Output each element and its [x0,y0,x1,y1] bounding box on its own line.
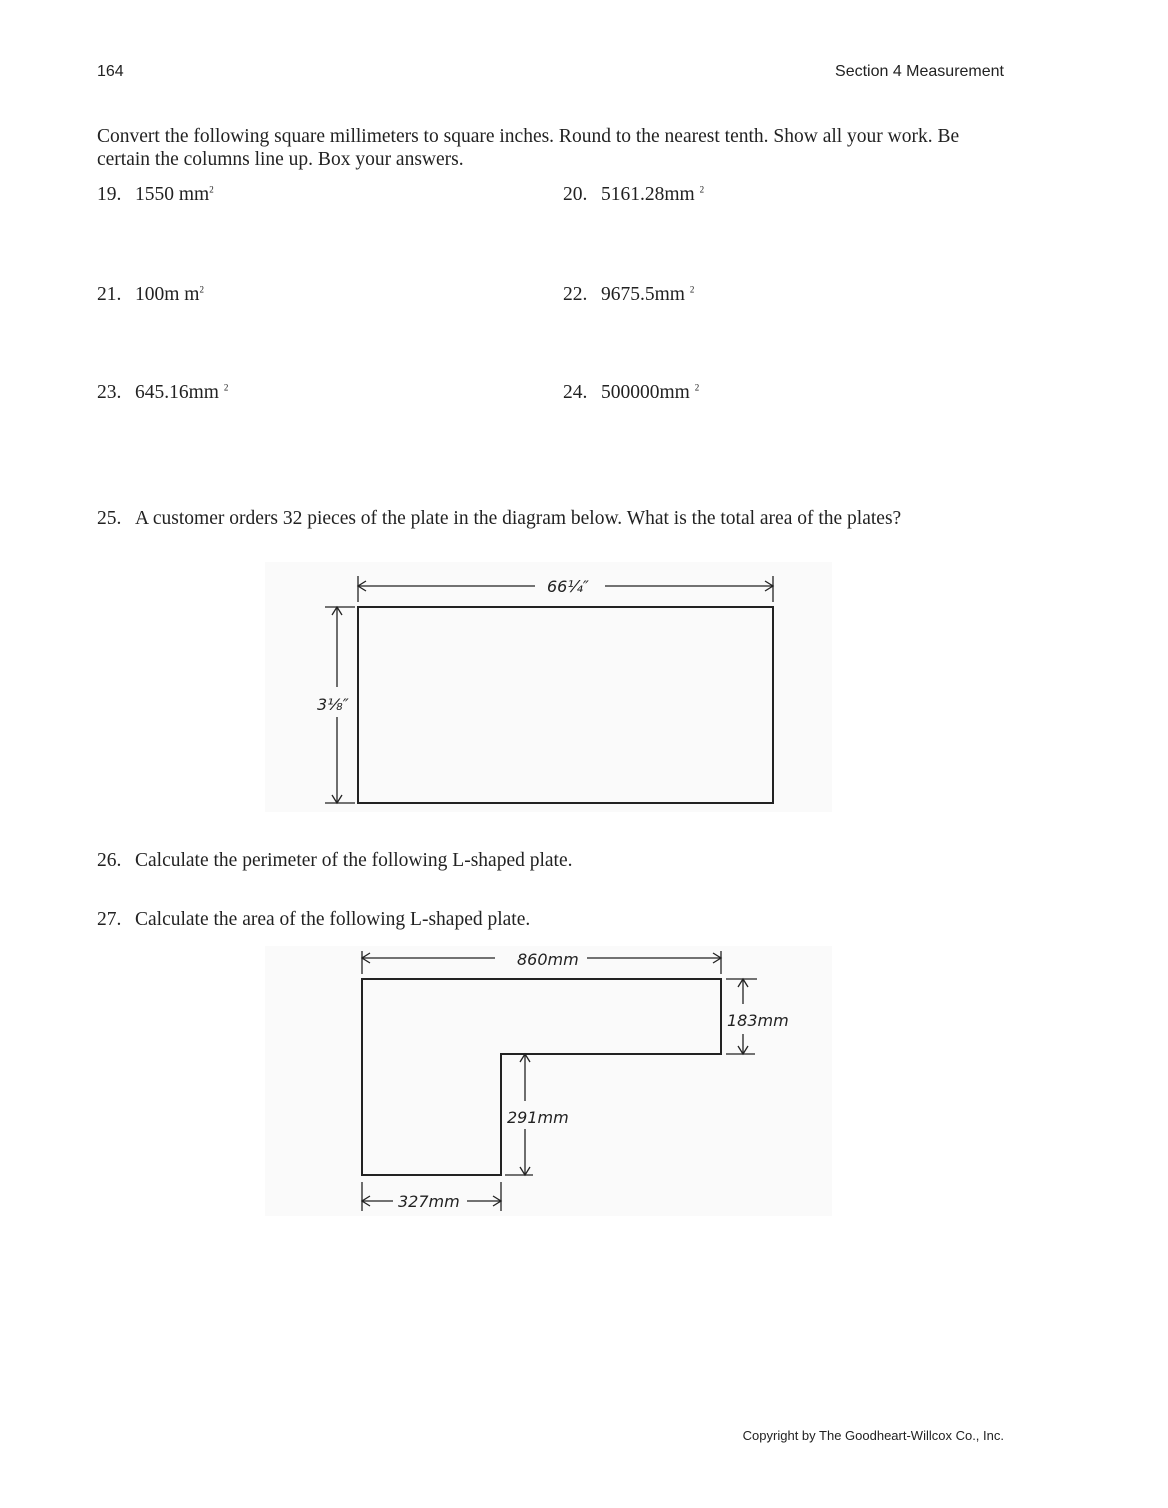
problem-23: 23. 645.16mm $^2$ [97,382,229,403]
l-shaped-plate-diagram [265,946,832,1216]
top-label: 860mm [517,950,579,969]
l-plate-outline [362,979,721,1175]
inner-label: 291mm [507,1108,569,1127]
height-label: 3⅛″ [317,695,349,714]
instructions: Convert the following square millimeters to square inches. Round to the nearest tenth. Show all your work. Be certain the columns line up. Box your answers. [97,126,960,170]
problem-21: 21. 100m $m^2$ [97,284,204,305]
problem-19: 19. 1550 $mm^2$ [97,184,214,205]
section-title: Section 4 Measurement [835,63,1004,80]
problem-22: 22. 9675.5mm $^2$ [563,284,695,305]
problem-27: 27. Calculate the area of the following L-shaped plate. [97,909,531,930]
copyright: Copyright by The Goodheart-Willcox Co., Inc. [742,1428,1004,1443]
page-number: 164 [97,63,124,80]
problem-25: 25. A customer orders 32 pieces of the plate in the diagram below. What is the total area of the plates? [97,508,902,529]
problem-24: 24. 500000mm $^2$ [563,382,700,403]
problem-20: 20. 5161.28mm $^2$ [563,184,705,205]
bottom-label: 327mm [398,1192,460,1211]
width-label: 66¼″ [547,577,589,596]
problem-26: 26. Calculate the perimeter of the following L-shaped plate. [97,850,573,871]
rectangle-plate-diagram [265,562,832,812]
plate-rectangle [358,607,773,803]
right-label: 183mm [727,1011,789,1030]
